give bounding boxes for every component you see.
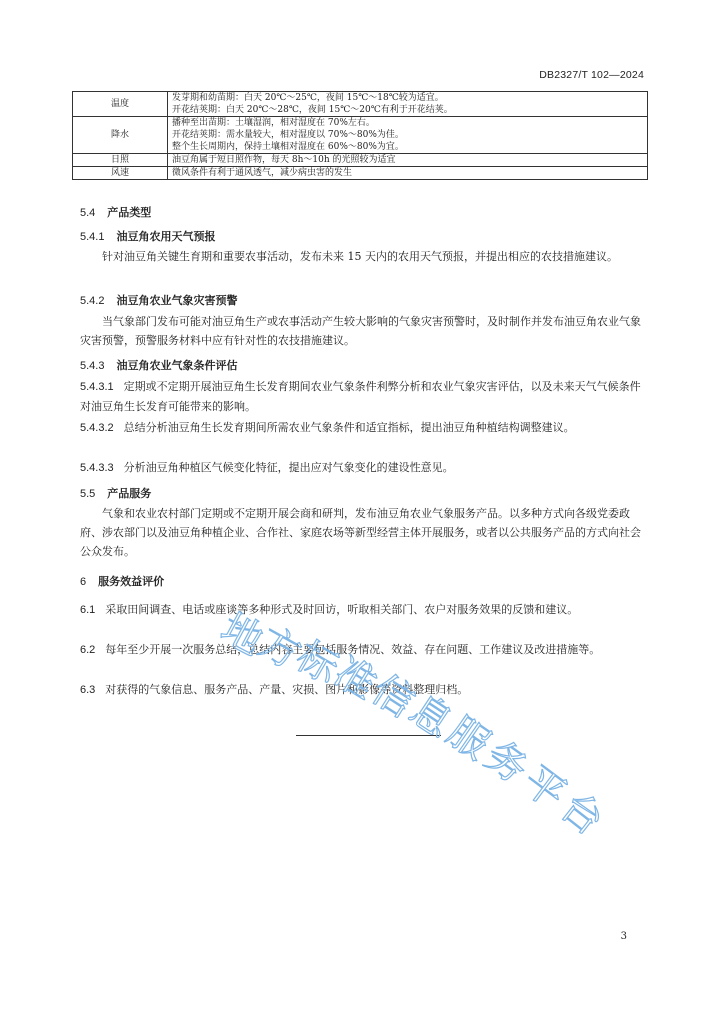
paragraph-5-5: 气象和农业农村部门定期或不定期开展会商和研判，发布油豆角农业气象服务产品。以多种方式向各级党委政府、涉农部门以及油豆角种植企业、合作社、家庭农场等新型经营主体开展服务，或者以公共服务产品的方式向社会公众发布。 xyxy=(80,507,641,558)
clause-number: 5.4.3.3 xyxy=(80,462,114,474)
section-number: 5.4.1 xyxy=(80,231,105,243)
requirement-line: 开花结荚期：白天 20℃～28℃，夜间 15℃～20℃有利于开花结荚。 xyxy=(172,105,453,115)
table-row xyxy=(73,154,648,167)
page-number: 3 xyxy=(620,931,627,942)
section-heading-5-4-3 xyxy=(80,357,237,373)
section-heading-6 xyxy=(80,573,164,589)
clause-text: 分析油豆角种植区气候变化特征，提出应对气象变化的建设性意见。 xyxy=(123,461,454,474)
requirement-line: 发芽期和幼苗期：白天 20℃～25℃，夜间 15℃～18℃较为适宜。 xyxy=(172,93,444,103)
watermark-glyph: 方 xyxy=(250,618,309,679)
section-number: 5.4.3 xyxy=(80,360,105,372)
clause-number: 5.4.3.1 xyxy=(80,381,114,393)
section-title: 油豆角农业气象灾害预警 xyxy=(116,295,238,307)
section-heading-5-4-1 xyxy=(80,228,215,244)
requirement-cell xyxy=(168,92,648,117)
factor-cell: 温度 xyxy=(73,92,168,117)
clause-text: 采取田间调查、电话或座谈等多种形式及时回访，听取相关部门、农户对服务效果的反馈和建议。 xyxy=(105,603,579,616)
table-row xyxy=(73,167,648,180)
section-heading-5-4 xyxy=(80,204,151,220)
clause-5-4-3-1 xyxy=(80,377,642,416)
watermark-glyph: 息 xyxy=(401,686,461,747)
clause-number: 5.4.3.2 xyxy=(80,422,114,434)
requirement-line: 微风条件有利于通风透气，减少病虫害的发生 xyxy=(172,168,353,178)
clause-text: 总结分析油豆角生长发育期间所需农业气象条件和适宜指标，提出油豆角种植结构调整建议。 xyxy=(123,421,575,434)
watermark-glyph: 地 xyxy=(213,605,271,665)
watermark-glyph: 标 xyxy=(288,633,347,694)
clause-text: 定期或不定期开展油豆角生长发育期间农业气象条件利弊分析和农业气象灾害评估，以及未来天气气候条件对油豆角生长发育可能带来的影响。 xyxy=(80,380,641,413)
clause-5-4-3-2 xyxy=(80,418,642,438)
watermark-glyph: 信 xyxy=(363,666,423,727)
table-row xyxy=(73,117,648,154)
section-title: 服务效益评价 xyxy=(98,576,165,588)
section-number: 5.5 xyxy=(80,488,96,500)
section-number: 5.4 xyxy=(80,207,96,219)
requirement-line: 整个生长周期内，保持土壤相对湿度在 60%～80%为宜。 xyxy=(172,142,404,152)
requirement-line: 开花结荚期：需水量较大，相对湿度以 70%～80%为佳。 xyxy=(172,130,404,140)
section-title: 产品服务 xyxy=(107,488,152,500)
factor-cell: 降水 xyxy=(73,117,168,154)
watermark-glyph: 务 xyxy=(476,732,536,794)
watermark-glyph: 准 xyxy=(326,648,385,710)
watermark-glyph: 服 xyxy=(438,708,499,770)
climate-requirements-table xyxy=(72,91,648,180)
section-number: 6 xyxy=(80,576,87,588)
factor-cell: 日照 xyxy=(73,154,168,167)
table-row xyxy=(73,92,648,117)
requirement-cell xyxy=(168,154,648,167)
requirement-line: 播种至出苗期：土壤湿润，相对湿度在 70%左右。 xyxy=(172,118,375,128)
end-of-document-line xyxy=(296,735,441,736)
paragraph-5-4-1: 针对油豆角关键生育期和重要农事活动，发布未来 15 天内的农用天气预报，并提出相应的农技措施建议。 xyxy=(102,250,618,263)
clause-text: 每年至少开展一次服务总结，总结内容主要包括服务情况、效益、存在问题、工作建议及改进措施等。 xyxy=(105,643,601,656)
clause-6-3 xyxy=(80,680,642,700)
watermark-glyph: 台 xyxy=(551,783,612,845)
clause-6-1 xyxy=(80,600,642,620)
factor-cell: 风速 xyxy=(73,167,168,180)
clause-number: 6.3 xyxy=(80,684,96,696)
section-heading-5-5 xyxy=(80,485,151,501)
paragraph-5-4-2: 当气象部门发布可能对油豆角生产或农事活动产生较大影响的气象灾害预警时，及时制作并发布油豆角农业气象灾害预警，预警服务材料中应有针对性的农技措施建议。 xyxy=(80,315,641,347)
clause-number: 6.1 xyxy=(80,604,96,616)
watermark-glyph: 平 xyxy=(514,757,574,819)
section-heading-5-4-2 xyxy=(80,292,237,308)
section-number: 5.4.2 xyxy=(80,295,105,307)
section-title: 油豆角农业气象条件评估 xyxy=(116,360,238,372)
clause-text: 对获得的气象信息、服务产品、产量、灾损、图片和影像等资料整理归档。 xyxy=(105,683,469,696)
section-title: 产品类型 xyxy=(107,207,152,219)
clause-number: 6.2 xyxy=(80,644,96,656)
requirement-cell xyxy=(168,117,648,154)
section-title: 油豆角农用天气预报 xyxy=(116,231,216,243)
requirement-cell xyxy=(168,167,648,180)
clause-6-2 xyxy=(80,640,642,660)
document-id: DB2327/T 102—2024 xyxy=(539,69,644,81)
clause-5-4-3-3 xyxy=(80,458,642,478)
requirement-line: 油豆角属于短日照作物，每天 8h～10h 的光照较为适宜 xyxy=(172,155,396,165)
